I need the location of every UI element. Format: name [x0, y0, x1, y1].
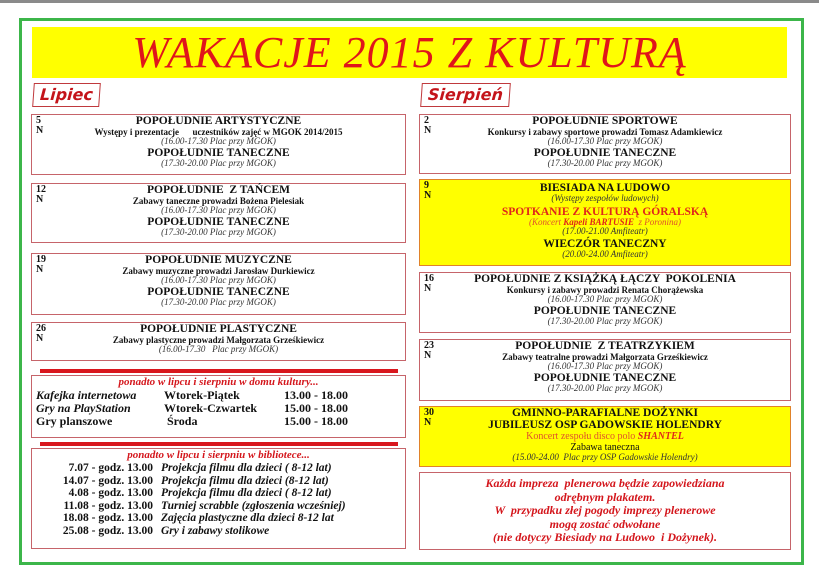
- event-title-highlight: SPOTKANIE Z KULTURĄ GÓRALSKĄ: [501, 205, 709, 218]
- event-desc: Konkursy i zabawy prowadzi Renata Chorążewska: [506, 285, 704, 295]
- event-desc: Konkursy i zabawy sportowe prowadzi Tomasz Adamkiewicz: [487, 127, 723, 137]
- event-title: POPOŁUDNIE Z TEATRZYKIEM: [515, 340, 695, 352]
- activity-hours: 15.00 - 18.00: [284, 401, 348, 415]
- event-time: (16.00-17.30 Plac przy MGOK): [161, 205, 276, 215]
- library-desc: Zajęcia plastyczne dla dzieci 8-12 lat: [161, 512, 334, 524]
- event-date: 2 N: [424, 115, 432, 136]
- event-title-2: POPOŁUDNIE TANECZNE: [533, 304, 677, 317]
- event-title: POPOŁUDNIE ARTYSTYCZNE: [135, 115, 302, 127]
- event-date: 16 N: [424, 273, 434, 294]
- activity-days: Środa: [167, 414, 198, 428]
- library-date: 11.08 - godz. 13.00: [63, 499, 153, 512]
- library-row: [36, 487, 346, 500]
- library-desc: Projekcja filmu dla dzieci ( 8-12 lat): [161, 487, 332, 499]
- event-title-b: JUBILEUSZ OSP GADOWSKIE HOLENDRY: [488, 419, 722, 431]
- library-desc: Projekcja filmu dla dzieci (8-12 lat): [161, 474, 329, 487]
- event-date: 19 N: [36, 254, 46, 275]
- event-title-2: POPOŁUDNIE TANECZNE: [147, 215, 290, 228]
- event-title: POPOŁUDNIE PLASTYCZNE: [140, 323, 297, 335]
- event-august-2: [419, 114, 791, 174]
- event-date: 23 N: [424, 340, 434, 361]
- event-desc: Zabawy muzyczne prowadzi Jarosław Durkiewicz: [122, 266, 315, 276]
- library-heading: ponadto w lipcu i sierpniu w bibliotece...: [127, 449, 310, 461]
- notice-line: mogą zostać odwołane: [549, 516, 661, 531]
- event-time-2: (17.30-20.00 Plac przy MGOK): [547, 157, 663, 168]
- event-date: 5 N: [36, 115, 44, 136]
- library-desc: Turniej scrabble (zgłoszenia wcześniej): [161, 499, 346, 512]
- culture-house-box: [31, 375, 406, 438]
- library-row: [36, 500, 346, 513]
- notice-line: Każda impreza plenerowa będzie zapowiedziana: [485, 476, 725, 490]
- event-time-2: (17.30-20.00 Plac przy MGOK): [161, 226, 276, 237]
- library-box: [31, 448, 406, 549]
- month-label-july: Lipiec: [32, 83, 101, 107]
- event-time-2: (17.30-20.00 Plac przy MGOK): [547, 382, 663, 393]
- event-july-5: [31, 114, 406, 175]
- activity-name: Kafejka internetowa: [36, 388, 137, 402]
- event-time: (16.00-17.30 Plac przy MGOK): [547, 294, 663, 304]
- event-time-2: (17.30-20.00 Plac przy MGOK): [547, 315, 663, 326]
- event-august-23: [419, 339, 791, 401]
- notice-line: (nie dotyczy Biesiady na Ludowo i Dożynek).: [493, 530, 717, 544]
- event-title: POPOŁUDNIE Z KSIĄŻKĄ ŁĄCZY POKOLENIA: [474, 273, 736, 285]
- event-concert: (Koncert Kapeli BARTUSIE z Poronina): [529, 216, 681, 227]
- event-time: (16.00-17.30 Plac przy MGOK): [547, 361, 663, 371]
- event-july-19: [31, 253, 406, 315]
- section-divider: [40, 369, 398, 373]
- library-date: 4.08 - godz. 13.00: [68, 487, 153, 499]
- event-time: (17.00-21.00 Amfiteatr): [562, 226, 648, 236]
- activity-name: Gry na PlayStation: [36, 401, 131, 415]
- notice-line: W przypadku złej pogody imprezy plenerowe: [494, 503, 716, 517]
- library-desc: Projekcja filmu dla dzieci ( 8-12 lat): [161, 462, 332, 474]
- poster-title: WAKACJE 2015 Z KULTURĄ: [32, 27, 787, 78]
- event-title: POPOŁUDNIE MUZYCZNE: [145, 254, 292, 266]
- library-date: 18.08 - godz. 13.00: [62, 512, 153, 524]
- library-table: [36, 462, 346, 537]
- event-desc: Zabawy taneczne prowadzi Bożena Pielesiak: [132, 196, 305, 206]
- event-title-2: POPOŁUDNIE TANECZNE: [533, 371, 677, 384]
- library-date: 14.07 - godz. 13.00: [62, 474, 153, 487]
- event-title: POPOŁUDNIE Z TAŃCEM: [146, 184, 290, 196]
- library-date: 25.08 - godz. 13.00: [62, 524, 153, 537]
- event-title: BIESIADA NA LUDOWO: [539, 182, 671, 194]
- event-title-2: POPOŁUDNIE TANECZNE: [147, 146, 290, 159]
- event-desc: Występy i prezentacje uczestników zajęć w MGOK 2014/2015: [94, 127, 343, 137]
- schedule-row: [36, 415, 348, 428]
- event-august-9: [419, 179, 791, 266]
- notice-box: [419, 472, 791, 550]
- event-august-16: [419, 272, 791, 333]
- library-date: 7.07 - godz. 13.00: [68, 462, 153, 474]
- event-title-2: POPOŁUDNIE TANECZNE: [533, 146, 677, 159]
- culture-house-heading: ponadto w lipcu i sierpniu w domu kultury...: [118, 376, 319, 388]
- library-row: [36, 475, 346, 488]
- library-row: [36, 462, 346, 475]
- top-divider: [0, 0, 819, 3]
- activity-name: Gry planszowe: [36, 414, 113, 428]
- section-divider: [40, 442, 398, 446]
- event-date: 30 N: [424, 407, 434, 428]
- event-title: POPOŁUDNIE SPORTOWE: [532, 115, 678, 127]
- event-time: (16.00-17.30 Plac przy MGOK): [161, 275, 276, 285]
- event-concert: Koncert zespołu disco polo SHANTEL: [526, 431, 684, 442]
- event-july-12: [31, 183, 406, 243]
- event-sub: Zabawa taneczna: [570, 442, 640, 453]
- notice-text: [420, 473, 790, 545]
- event-time: (15.00-24.00 Plac przy OSP Gadowskie Holendry): [512, 452, 698, 462]
- library-row: [36, 512, 346, 525]
- month-label-august: Sierpień: [420, 83, 511, 107]
- event-note: (Występy zespołów ludowych): [551, 193, 659, 203]
- event-time-2: (17.30-20.00 Plac przy MGOK): [161, 296, 276, 307]
- event-date: 26 N: [36, 323, 46, 344]
- event-title-2: POPOŁUDNIE TANECZNE: [147, 285, 290, 298]
- activity-hours: 13.00 - 18.00: [284, 388, 348, 402]
- event-time-2: (20.00-24.00 Amfiteatr): [562, 248, 648, 259]
- activity-days: Wtorek-Piątek: [164, 388, 240, 402]
- culture-house-table: [36, 389, 348, 428]
- event-time: (16.00-17.30 Plac przy MGOK): [547, 136, 663, 146]
- event-title: GMINNO-PARAFIALNE DOŻYNKI: [511, 407, 699, 419]
- library-desc: Gry i zabawy stolikowe: [161, 524, 270, 537]
- event-time: (16.00-17.30 Plac przy MGOK): [158, 344, 279, 354]
- library-row: [36, 525, 346, 538]
- notice-line: odrębnym plakatem.: [554, 489, 656, 504]
- event-august-30: [419, 406, 791, 467]
- event-date: 12 N: [36, 184, 46, 205]
- event-desc: Zabawy plastyczne prowadzi Małgorzata Grześkiewicz: [112, 335, 325, 345]
- event-july-26: [31, 322, 406, 361]
- event-desc: Zabawy teatralne prowadzi Małgorzata Grześkiewicz: [502, 352, 708, 362]
- event-date: 9 N: [424, 180, 432, 201]
- activity-days: Wtorek-Czwartek: [164, 401, 258, 415]
- activity-hours: 15.00 - 18.00: [284, 414, 348, 428]
- event-time: (16.00-17.30 Plac przy MGOK): [161, 136, 276, 146]
- event-title-2: WIECZÓR TANECZNY: [543, 237, 667, 250]
- event-time-2: (17.30-20.00 Plac przy MGOK): [161, 157, 276, 168]
